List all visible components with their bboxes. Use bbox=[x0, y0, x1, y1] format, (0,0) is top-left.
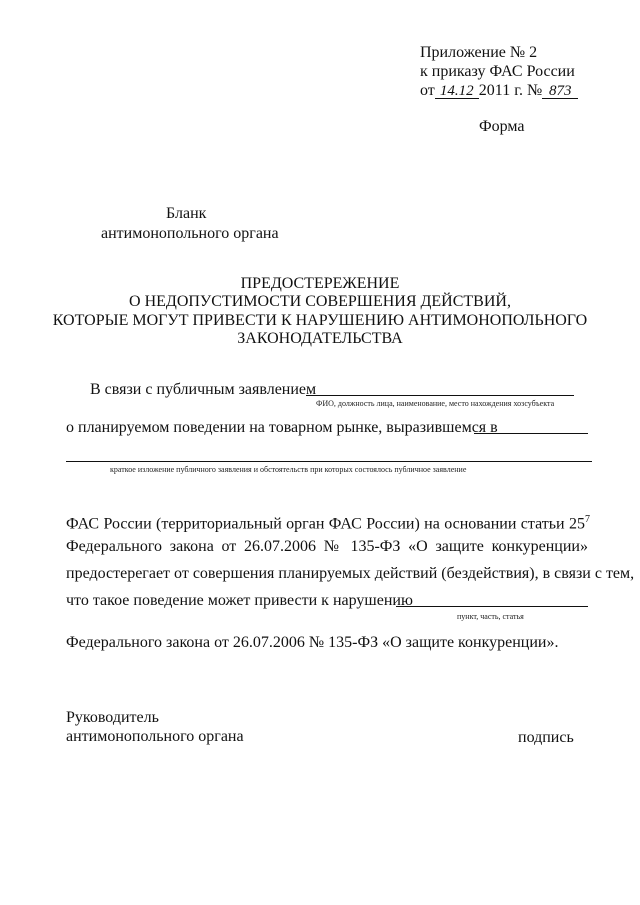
article-superscript: 7 bbox=[585, 514, 590, 525]
public-statement-label: В связи с публичным заявлением bbox=[90, 381, 317, 398]
signature-label: подпись bbox=[518, 729, 574, 746]
doc-title-4: ЗАКОНОДАТЕЛЬСТВА bbox=[237, 330, 403, 347]
paragraph-line-2: Федерального закона от 26.07.2006 № 135-ФЗ «О защите конкуренции» bbox=[66, 538, 588, 555]
order-date-line bbox=[420, 82, 578, 100]
head-label: Руководитель bbox=[66, 709, 159, 726]
handwritten-date: 14.12 bbox=[435, 82, 479, 99]
doc-title-1: ПРЕДОСТЕРЕЖЕНИЕ bbox=[240, 275, 400, 292]
public-statement-line bbox=[306, 395, 574, 396]
head-authority: антимонопольного органа bbox=[66, 728, 244, 745]
doc-title-2: О НЕДОПУСТИМОСТИ СОВЕРШЕНИЯ ДЕЙСТВИЙ, bbox=[129, 293, 511, 310]
order-label: к приказу ФАС России bbox=[420, 63, 575, 80]
paragraph-line-1 bbox=[66, 511, 590, 533]
statement-caption: краткое изложение публичного заявления и обстоятельств при которых состоялось публичное заявление bbox=[110, 465, 467, 474]
handwritten-number: 873 bbox=[542, 82, 578, 99]
paragraph-line-5: Федерального закона от 26.07.2006 № 135-ФЗ «О защите конкуренции». bbox=[66, 634, 559, 651]
date-year: 2011 г. № bbox=[478, 82, 543, 99]
para-line-1-text: ФАС России (территориальный орган ФАС России) на основании статьи 25 bbox=[66, 515, 585, 533]
market-behavior-line bbox=[474, 433, 588, 434]
statement-line bbox=[66, 461, 592, 462]
market-behavior-label: о планируемом поведении на товарном рынке, выразившемся в bbox=[66, 419, 498, 436]
appendix-label: Приложение № 2 bbox=[420, 44, 538, 61]
blank-label: Бланк bbox=[166, 205, 207, 222]
violation-caption: пункт, часть, статья bbox=[457, 612, 524, 621]
form-label: Форма bbox=[479, 118, 525, 135]
doc-title-3: КОТОРЫЕ МОГУТ ПРИВЕСТИ К НАРУШЕНИЮ АНТИМОНОПОЛЬНОГО bbox=[52, 312, 588, 329]
paragraph-line-3: предостерегает от совершения планируемых действий (бездействия), в связи с тем, bbox=[66, 565, 635, 582]
violation-line bbox=[396, 606, 588, 607]
public-statement-caption: ФИО, должность лица, наименование, место нахождения хозсубъекта bbox=[316, 399, 555, 408]
date-prefix: от bbox=[420, 82, 435, 99]
blank-authority: антимонопольного органа bbox=[101, 225, 279, 242]
paragraph-line-4: что такое поведение может привести к нарушению bbox=[66, 592, 413, 609]
